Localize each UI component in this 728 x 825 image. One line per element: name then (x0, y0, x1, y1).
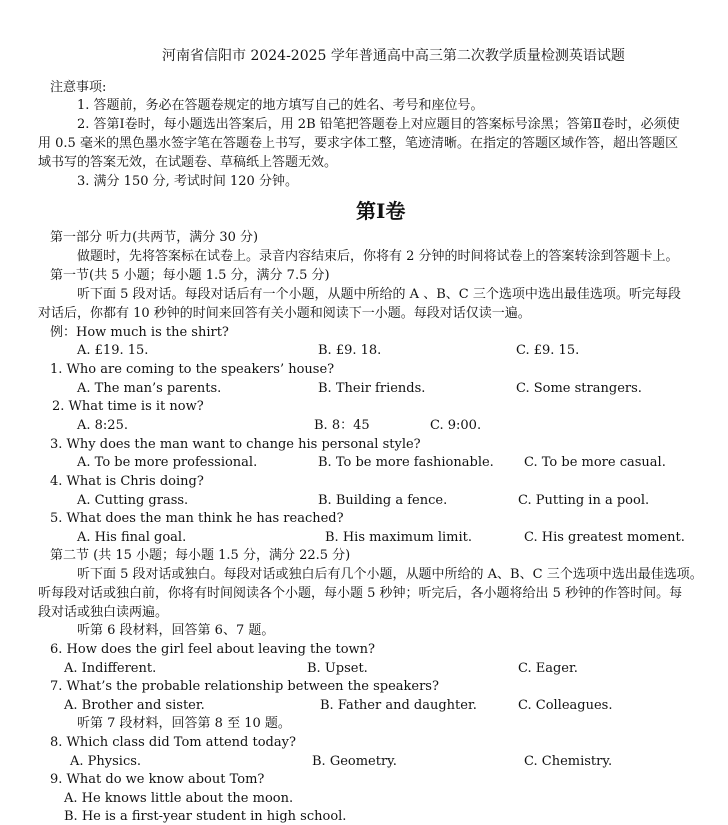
exam-title: 河南省信阳市 2024-2025 学年普通高中高三第二次教学质量检测英语试题 (162, 48, 625, 64)
question-2: 2. What time is it now? (52, 399, 204, 414)
notice-item-1: 1. 答题前，务必在答题卷规定的地方填写自己的姓名、考号和座位号。 (77, 98, 484, 113)
notice-heading: 注意事项: (50, 80, 107, 95)
example-option-b: B. £9. 18. (318, 343, 382, 358)
q8-option-b: B. Geometry. (312, 754, 397, 769)
example-option-a: A. £19. 15. (77, 343, 149, 358)
question-1: 1. Who are coming to the speakers’ house? (50, 362, 335, 377)
q6-option-c: C. Eager. (518, 661, 578, 676)
part1-instruction: 做题时，先将答案标在试卷上。录音内容结束后，你将有 2 分钟的时间将试卷上的答案转涂到答题卡上。 (77, 249, 679, 264)
q9-option-b: B. He is a first-year student in high school. (64, 809, 347, 824)
q3-option-c: C. To be more casual. (524, 455, 666, 470)
notice-item-3: 3. 满分 150 分, 考试时间 120 分钟。 (77, 174, 298, 189)
q4-option-a: A. Cutting grass. (77, 493, 189, 508)
question-9: 9. What do we know about Tom? (50, 772, 265, 787)
notice-item-2-line2: 用 0.5 毫米的黑色墨水签字笔在答题卷上书写，要求字体工整，笔迹清晰。在指定的答题区域作答，超出答题区 (38, 136, 678, 151)
section1-instruction-line2: 对话后，你都有 10 秒钟的时间来回答有关小题和阅读下一小题。每段对话仅读一遍。 (38, 306, 531, 321)
q3-option-b: B. To be more fashionable. (318, 455, 494, 470)
q9-option-a: A. He knows little about the moon. (64, 791, 294, 806)
question-5: 5. What does the man think he has reached? (50, 511, 344, 526)
question-8: 8. Which class did Tom attend today? (50, 735, 296, 750)
question-3: 3. Why does the man want to change his personal style? (50, 437, 421, 452)
section2-instruction-line3: 段对话或独白读两遍。 (38, 605, 169, 620)
section2-instruction-line2: 听每段对话或独白前，你将有时间阅读各个小题，每小题 5 秒钟；听完后，各小题将给出 5 秒钟的作答时间。每 (38, 586, 683, 601)
part1-heading: 第一部分 听力(共两节，满分 30 分) (50, 230, 259, 245)
question-7: 7. What’s the probable relationship between the speakers? (50, 679, 439, 694)
q1-option-c: C. Some strangers. (516, 381, 642, 396)
example-option-c: C. £9. 15. (516, 343, 580, 358)
q1-option-b: B. Their friends. (318, 381, 426, 396)
q7-option-b: B. Father and daughter. (320, 698, 477, 713)
q4-option-c: C. Putting in a pool. (518, 493, 650, 508)
q8-option-c: C. Chemistry. (524, 754, 613, 769)
q7-option-a: A. Brother and sister. (64, 698, 205, 713)
q6-option-b: B. Upset. (307, 661, 368, 676)
volume-title: 第Ⅰ卷 (356, 199, 406, 223)
q6-option-a: A. Indifferent. (64, 661, 157, 676)
notice-item-2-line1: 2. 答第Ⅰ卷时，每小题选出答案后，用 2B 铅笔把答题卷上对应题目的答案标号涂黑；答第Ⅱ卷时，必须使 (77, 117, 680, 132)
material-6-note: 听第 6 段材料，回答第 6、7 题。 (77, 623, 275, 638)
question-4: 4. What is Chris doing? (50, 474, 204, 489)
q7-option-c: C. Colleagues. (518, 698, 613, 713)
section1-instruction-line1: 听下面 5 段对话。每段对话后有一个小题，从题中所给的 A 、B、C 三个选项中选出最佳选项。听完每段 (77, 287, 681, 302)
q3-option-a: A. To be more professional. (77, 455, 258, 470)
q5-option-c: C. His greatest moment. (524, 530, 685, 545)
q2-option-a: A. 8:25. (77, 418, 128, 433)
section2-instruction-line1: 听下面 5 段对话或独白。每段对话或独白后有几个小题，从题中所给的 A、B、C 三个选项中选出最佳选项。 (77, 567, 703, 582)
section2-heading: 第二节 (共 15 小题；每小题 1.5 分，满分 22.5 分) (50, 548, 351, 563)
q4-option-b: B. Building a fence. (318, 493, 448, 508)
q2-option-c: C. 9:00. (430, 418, 482, 433)
q2-option-b: B. 8：45 (314, 418, 370, 433)
notice-item-2-line3: 域书写的答案无效，在试题卷、草稿纸上答题无效。 (38, 155, 338, 170)
q5-option-a: A. His final goal. (77, 530, 187, 545)
q8-option-a: A. Physics. (70, 754, 142, 769)
q5-option-b: B. His maximum limit. (325, 530, 472, 545)
material-7-note: 听第 7 段材料，回答第 8 至 10 题。 (77, 716, 291, 731)
q1-option-a: A. The man’s parents. (77, 381, 222, 396)
example-question: 例：How much is the shirt? (50, 325, 229, 340)
section1-heading: 第一节(共 5 小题；每小题 1.5 分，满分 7.5 分) (50, 268, 330, 283)
question-6: 6. How does the girl feel about leaving the town? (50, 642, 375, 657)
